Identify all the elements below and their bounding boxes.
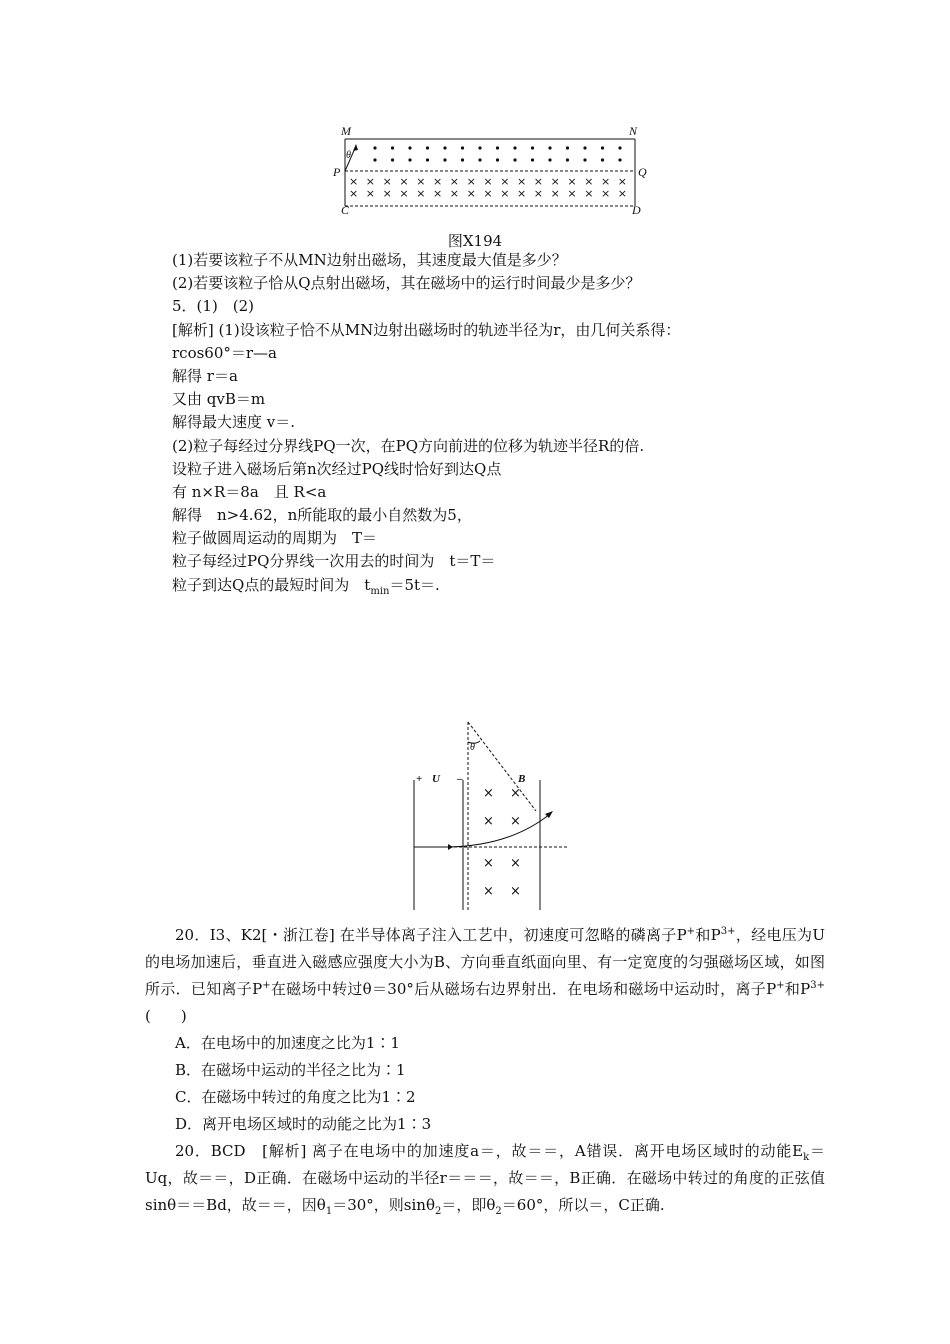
field-dot bbox=[618, 158, 621, 161]
figure-ion-implantation bbox=[400, 718, 580, 913]
option-a: A．在电场中的加速度之比为1∶1 bbox=[175, 1034, 400, 1052]
field-dot bbox=[531, 158, 534, 161]
option-b: B．在磁场中运动的半径之比为∶1 bbox=[175, 1061, 406, 1079]
field-dot bbox=[426, 146, 429, 149]
analysis-line-4: 又由 qvB＝m bbox=[172, 390, 266, 409]
figure1-caption: 图X194 bbox=[447, 232, 503, 250]
analysis-line-8: 有 n×R＝8a 且 R<a bbox=[172, 482, 327, 501]
analysis-line-1: [解析] (1)设该粒子恰不从MN边射出磁场时的轨迹半径为r，由几何关系得： bbox=[172, 320, 681, 339]
analysis-line-12 bbox=[172, 574, 822, 597]
field-cross: × bbox=[584, 175, 594, 188]
analysis-line-7: 设粒子进入磁场后第n次经过PQ线时恰好到达Q点 bbox=[172, 459, 502, 478]
analysis-line-6: (2)粒子每经过分界线PQ一次，在PQ方向前进的位移为轨迹半径R的倍. bbox=[172, 436, 645, 455]
field-cross: × bbox=[382, 175, 392, 188]
field-dot bbox=[443, 146, 446, 149]
label-n: N bbox=[629, 124, 638, 138]
problem-20-analysis bbox=[145, 1138, 825, 1219]
field-cross: × bbox=[617, 187, 628, 200]
stmt-sup-1: + bbox=[686, 926, 696, 937]
ans-part-d: ＝，即θ bbox=[441, 1196, 496, 1214]
stmt-sup-3: + bbox=[262, 980, 271, 991]
ans-part-e: ＝60°，所以＝，C正确. bbox=[501, 1196, 665, 1214]
field-cross: × bbox=[617, 175, 628, 188]
ans-sub-1: k bbox=[803, 1152, 810, 1163]
option-d: D．离开电场区域时的动能之比为1∶3 bbox=[175, 1115, 432, 1133]
field-dot bbox=[443, 158, 446, 161]
stmt-sup-4: + bbox=[776, 980, 785, 991]
analysis-line-3: 解得 r＝a bbox=[172, 366, 238, 385]
field-cross: × bbox=[550, 175, 560, 188]
stmt-part-f: ( ) bbox=[145, 1007, 187, 1025]
analysis-line-10: 粒子做圆周运动的周期为 T＝ bbox=[172, 529, 378, 548]
question-2: (2)若要该粒子恰从Q点射出磁场，其在磁场中的运行时间最少是多少？ bbox=[172, 274, 641, 293]
field-cross: × bbox=[601, 187, 611, 200]
field-dot bbox=[583, 158, 586, 161]
field-dot bbox=[548, 146, 551, 149]
field-dot bbox=[391, 146, 394, 149]
field-cross: × bbox=[483, 814, 494, 829]
field-cross: × bbox=[601, 175, 611, 188]
line12-sub: min bbox=[370, 585, 390, 597]
label-d: D bbox=[632, 203, 641, 217]
field-dot bbox=[373, 146, 376, 149]
stmt-sup-2: 3+ bbox=[720, 926, 736, 937]
field-cross: × bbox=[466, 175, 476, 188]
stmt-part-a: 20．I3、K2[・浙江卷] 在半导体离子注入工艺中，初速度可忽略的磷离子P bbox=[175, 926, 687, 944]
ans-part-c: ＝30°，则sinθ bbox=[332, 1196, 435, 1214]
field-cross: × bbox=[449, 187, 460, 200]
analysis-line-5: 解得最大速度 v＝. bbox=[172, 413, 296, 432]
field-dot bbox=[461, 146, 464, 149]
stmt-part-b: 和P bbox=[695, 926, 721, 944]
field-cross: × bbox=[416, 187, 426, 200]
label-m: M bbox=[341, 124, 351, 138]
label-p: P bbox=[333, 165, 341, 179]
analysis-line-2: rcos60°＝r—a bbox=[172, 343, 278, 362]
figure-magnetic-strip bbox=[325, 122, 655, 222]
field-cross: × bbox=[449, 175, 460, 188]
line12-part-b: ＝5t＝. bbox=[389, 575, 440, 594]
field-cross: × bbox=[466, 187, 476, 200]
question-1: (1)若要该粒子不从MN边射出磁场，其速度最大值是多少？ bbox=[172, 251, 567, 269]
field-cross: × bbox=[510, 856, 521, 871]
field-dot bbox=[618, 146, 621, 149]
field-dot bbox=[461, 158, 464, 161]
field-cross: × bbox=[433, 175, 443, 188]
field-dot bbox=[408, 158, 411, 161]
field-dot bbox=[408, 146, 411, 149]
field-dot bbox=[601, 158, 604, 161]
field-cross: × bbox=[510, 814, 521, 829]
field-dot bbox=[496, 158, 499, 161]
field-cross: × bbox=[483, 786, 494, 801]
label-theta: θ bbox=[346, 150, 351, 161]
solution-block-5 bbox=[172, 249, 822, 597]
problem-20 bbox=[145, 922, 825, 1219]
field-dot bbox=[566, 146, 569, 149]
analysis-line-9: 解得 n>4.62，n所能取的最小自然数为5， bbox=[172, 506, 472, 525]
field-cross: × bbox=[567, 175, 577, 188]
field-cross: × bbox=[483, 175, 493, 188]
field-cross: × bbox=[567, 187, 577, 200]
field-dot bbox=[583, 146, 586, 149]
stmt-part-c: ，经电压为U的电场加速后，垂直进入磁感应强度大小为B、方向垂直纸面向里、有一定宽度的匀强磁场区域，如图所示．已知离子P bbox=[145, 926, 826, 998]
stmt-part-e: 和P bbox=[784, 980, 811, 998]
field-cross: × bbox=[382, 187, 392, 200]
field-dot bbox=[513, 146, 516, 149]
field-dot bbox=[478, 158, 481, 161]
voltage-label: U bbox=[432, 773, 440, 785]
field-cross: × bbox=[517, 187, 527, 200]
answer-heading: 5．(1) (2) bbox=[172, 297, 255, 316]
field-cross: × bbox=[510, 786, 521, 801]
field-cross: × bbox=[365, 175, 376, 188]
field-cross: × bbox=[550, 187, 560, 200]
field-in-crosses bbox=[349, 175, 627, 200]
field-cross: × bbox=[483, 187, 493, 200]
field-cross: × bbox=[500, 187, 510, 200]
option-c: C．在磁场中转过的角度之比为1∶2 bbox=[175, 1088, 416, 1106]
minus-sign: – bbox=[457, 773, 463, 785]
field-dot bbox=[566, 158, 569, 161]
stmt-part-d: 在磁场中转过θ＝30°后从磁场右边界射出．在电场和磁场中运动时，离子P bbox=[270, 980, 777, 998]
field-dot bbox=[496, 146, 499, 149]
field-cross: × bbox=[510, 884, 521, 899]
ans-sub-3: 2 bbox=[435, 1206, 442, 1217]
field-dot bbox=[531, 146, 534, 149]
field-cross: × bbox=[365, 187, 376, 200]
label-c: C bbox=[341, 203, 350, 217]
field-dot bbox=[513, 158, 516, 161]
field-dot bbox=[548, 158, 551, 161]
ans-sub-2: 1 bbox=[325, 1206, 333, 1217]
field-cross: × bbox=[416, 175, 426, 188]
field-dot bbox=[478, 146, 481, 149]
line12-part-a: 粒子到达Q点的最短时间为 t bbox=[172, 575, 371, 594]
analysis-line-11: 粒子每经过PQ分界线一次用去的时间为 t＝T＝ bbox=[172, 552, 496, 571]
field-cross: × bbox=[500, 175, 510, 188]
field-cross: × bbox=[584, 187, 594, 200]
field-label: B bbox=[518, 773, 526, 785]
field-dot bbox=[601, 146, 604, 149]
field-cross: × bbox=[483, 884, 494, 899]
field-cross: × bbox=[517, 175, 527, 188]
field-dot bbox=[391, 158, 394, 161]
stmt-sup-5: 3+ bbox=[810, 980, 826, 991]
angle-theta: θ bbox=[470, 742, 475, 753]
field-cross: × bbox=[483, 856, 494, 871]
plus-sign: + bbox=[416, 773, 423, 785]
ans-part-a: 20．BCD [解析] 离子在电场中的加速度a＝，故＝＝，A错误．离开电场区域时的动能E bbox=[175, 1142, 804, 1160]
field-cross: × bbox=[433, 187, 443, 200]
field-dot bbox=[373, 158, 376, 161]
ans-sub-4: 2 bbox=[495, 1206, 502, 1217]
field-cross: × bbox=[349, 175, 359, 188]
field-cross: × bbox=[533, 175, 544, 188]
field-out-dots bbox=[373, 146, 621, 161]
problem-statement bbox=[145, 922, 825, 1030]
ans-part-b: ＝Uq，故＝＝，D正确．在磁场中运动的半径r＝＝＝，故＝＝，B正确．在磁场中转过的角度的正弦值sinθ＝＝Bd，故＝＝，因θ bbox=[145, 1142, 825, 1214]
label-q: Q bbox=[638, 165, 647, 179]
field-cross: × bbox=[349, 187, 359, 200]
field-cross: × bbox=[533, 187, 544, 200]
field-cross: × bbox=[399, 175, 409, 188]
field-dot bbox=[426, 158, 429, 161]
field-cross: × bbox=[399, 187, 409, 200]
